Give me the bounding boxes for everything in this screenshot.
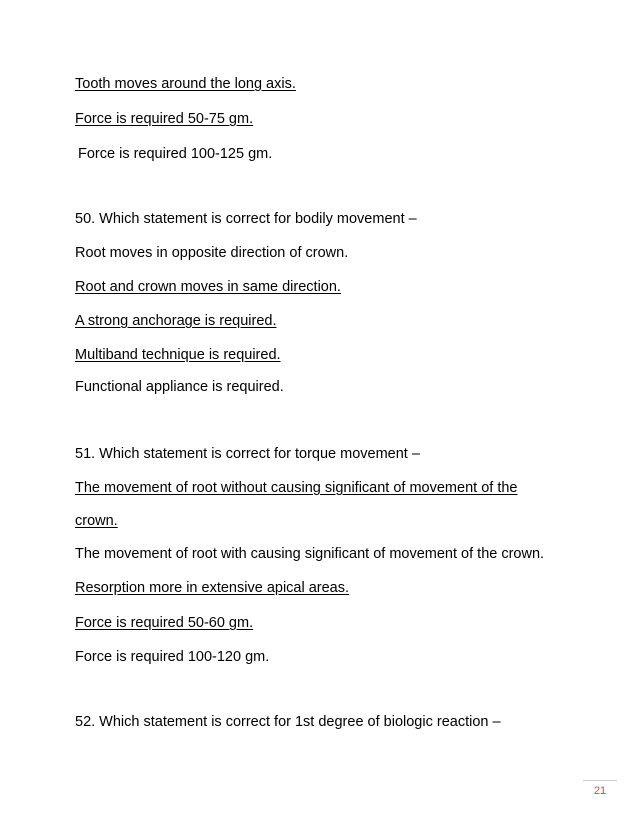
question-line: 52. Which statement is correct for 1st degree of biologic reaction – — [75, 714, 501, 730]
option-line: crown. — [75, 513, 118, 529]
option-line: Root and crown moves in same direction. — [75, 279, 341, 295]
option-line: Resorption more in extensive apical areas. — [75, 580, 350, 596]
option-line: The movement of root with causing significant of movement of the crown. — [75, 546, 545, 562]
footer-divider — [583, 780, 617, 781]
option-line: The movement of root without causing significant of movement of the — [75, 480, 518, 496]
option-line: Functional appliance is required. — [75, 379, 284, 395]
option-line: Force is required 100-125 gm. — [78, 146, 273, 162]
option-line: Force is required 100-120 gm. — [75, 649, 270, 665]
option-line: Multiband technique is required. — [75, 347, 281, 363]
question-line: 50. Which statement is correct for bodily movement – — [75, 211, 417, 227]
page-number: 21 — [593, 785, 607, 797]
question-line: 51. Which statement is correct for torque movement – — [75, 446, 420, 462]
option-line: A strong anchorage is required. — [75, 313, 277, 329]
option-line: Force is required 50-60 gm. — [75, 615, 254, 631]
option-line: Tooth moves around the long axis. — [75, 76, 296, 92]
option-line: Root moves in opposite direction of crown. — [75, 245, 349, 261]
option-line: Force is required 50-75 gm. — [75, 111, 254, 127]
